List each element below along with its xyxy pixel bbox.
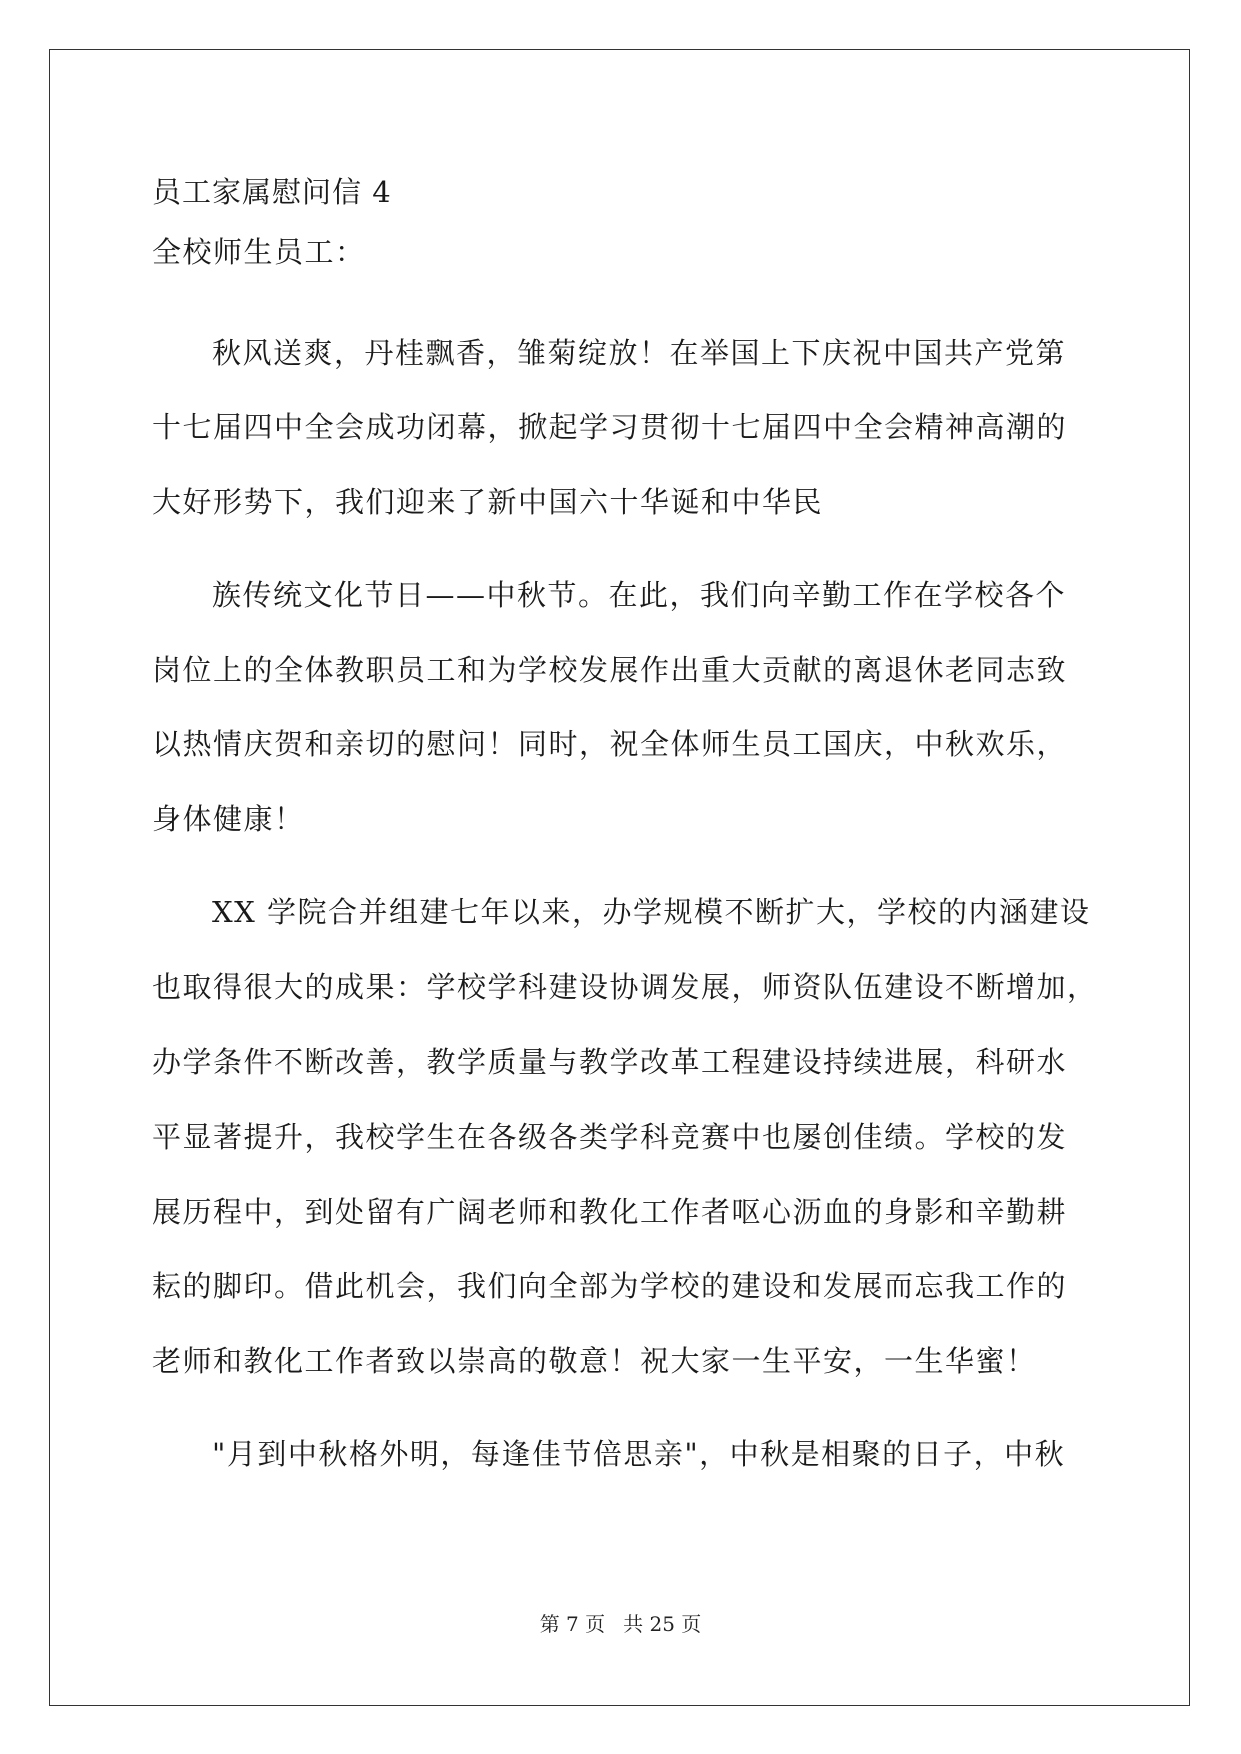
paragraph-line: 岗位上的全体教职员工和为学校发展作出重大贡献的离退休老同志致: [152, 653, 1068, 687]
paragraph-line: 身体健康！: [152, 802, 305, 836]
paragraph-line: 以热情庆贺和亲切的慰问！同时，祝全体师生员工国庆，中秋欢乐，: [152, 727, 1068, 761]
total-page-count: 共 25 页: [623, 1612, 702, 1636]
paragraph-line: XX 学院合并组建七年以来，办学规模不断扩大，学校的内涵建设: [212, 895, 1091, 929]
paragraph-line: 秋风送爽，丹桂飘香，雏菊绽放！在举国上下庆祝中国共产党第: [212, 336, 1067, 370]
paragraph-line: 老师和教化工作者致以崇高的敬意！祝大家一生平安，一生华蜜！: [152, 1344, 1037, 1378]
paragraph-line: 平显著提升，我校学生在各级各类学科竞赛中也屡创佳绩。学校的发: [152, 1120, 1068, 1154]
paragraph-line: 也取得很大的成果：学校学科建设协调发展，师资队伍建设不断增加，: [152, 970, 1098, 1004]
paragraph-line: 大好形势下，我们迎来了新中国六十华诞和中华民: [152, 485, 824, 519]
paragraph-line: 耘的脚印。借此机会，我们向全部为学校的建设和发展而忘我工作的: [152, 1269, 1068, 1303]
paragraph-line: 办学条件不断改善，教学质量与教学改革工程建设持续进展，科研水: [152, 1045, 1068, 1079]
paragraph-line: "月到中秋格外明，每逢佳节倍思亲"，中秋是相聚的日子，中秋: [212, 1437, 1066, 1471]
paragraph-line: 族传统文化节日——中秋节。在此，我们向辛勤工作在学校各个: [212, 578, 1067, 612]
current-page-number: 第 7 页: [539, 1612, 606, 1636]
page-footer: [0, 1612, 1241, 1636]
paragraph-line: 展历程中，到处留有广阔老师和教化工作者呕心沥血的身影和辛勤耕: [152, 1195, 1068, 1229]
paragraph-line: 十七届四中全会成功闭幕，掀起学习贯彻十七届四中全会精神高潮的: [152, 410, 1068, 444]
document-title: 员工家属慰问信 4: [152, 175, 392, 209]
salutation: 全校师生员工：: [152, 235, 366, 269]
